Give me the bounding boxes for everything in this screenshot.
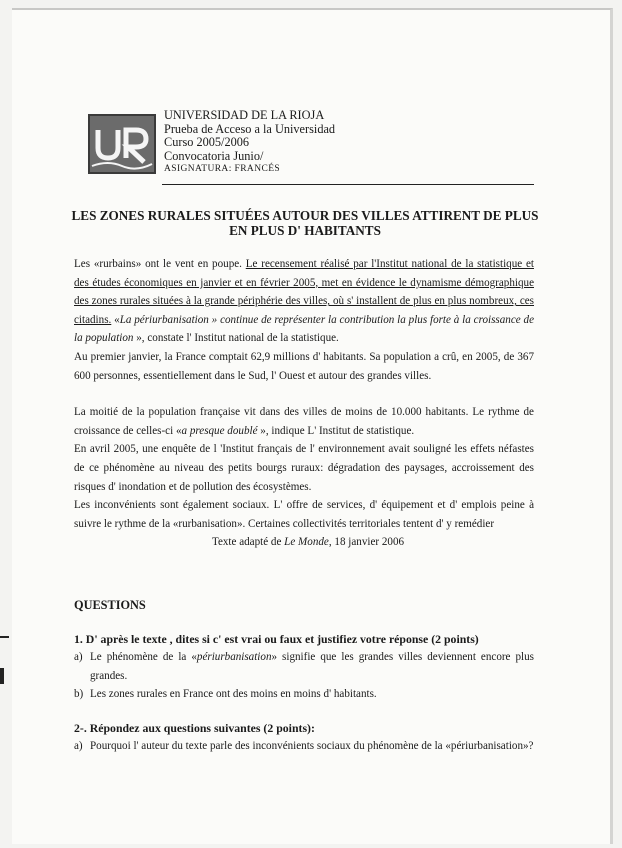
exam-name: Prueba de Acceso a la Universidad — [164, 121, 336, 136]
scan-edge-mark — [0, 636, 9, 638]
exam-header — [164, 109, 335, 177]
subject-line: ASIGNATURA: FRANCÉS — [164, 164, 281, 175]
question-1a: a) Le phénomène de la «périurbanisation» signifie que les grandes villes deviennent encore plus grandes. — [74, 651, 534, 682]
scan-edge-mark — [0, 668, 4, 684]
universidad-de-la-rioja-logo — [88, 114, 156, 174]
university-name: UNIVERSIDAD DE LA RIOJA — [164, 108, 325, 122]
source-citation: Texte adapté de Le Monde, 18 janvier 2006 — [211, 536, 405, 549]
question-1-title: 1. D' après le texte , dites si c' est vrai ou faux et justifiez votre réponse (2 points) — [74, 632, 479, 646]
question-1b: b) Les zones rurales en France ont des moins en moins d' habitants. — [74, 688, 377, 701]
header-divider — [162, 184, 534, 185]
quoted-passage: La périurbanisation » continue de représenter la contribution la plus forte à la croissance de la population — [74, 313, 535, 345]
paragraph-1: Les «rurbains» ont le vent en poupe. Le recensement réalisé par l'Institut national de la statistique et des études économiques en janvier et en février 2005, met en évidence le dynamisme démographique des zones rurales situées à la grande périphérie des villes, où s' installent de plus en plus nombreux, ces citadins. «La périurbanisation » continue de représenter la contribution la plus forte à la croissance de la population », constate l' Institut national de la statistique. — [74, 258, 535, 345]
underlined-passage: Le recensement réalisé par l'Institut national de la statistique et des études économiques en janvier et en février 2005, met en évidence le dynamisme démographique des zones rurales situées à la grande périphérie des villes, où s' installent de plus en plus nombreux, ces citadins. — [74, 258, 534, 326]
question-2a: a) Pourquoi l' auteur du texte parle des inconvénients sociaux du phénomène de la «périurbanisation»? — [74, 740, 534, 753]
paragraph-4: En avril 2005, une enquête de l 'Institut français de l' environnement avait souligné les effets néfastes de ce phénomène au niveau des petits bourgs ruraux: dégradation des paysages, accroissement des risques d' inondation et de pollution des écosystèmes. — [74, 443, 534, 493]
question-2 — [74, 719, 534, 756]
article-title: LES ZONES RURALES SITUÉES AUTOUR DES VILLES ATTIRENT DE PLUS EN PLUS D' HABITANTS — [71, 208, 539, 238]
questions-heading: QUESTIONS — [74, 598, 146, 612]
exam-call: Convocatoria Junio/ — [164, 148, 264, 163]
question-2-title: 2-. Répondez aux questions suivantes (2 points): — [74, 721, 315, 735]
paragraph-5: Les inconvénients sont également sociaux. L' offre de services, d' équipement et d' emplois peine à suivre le rythme de la «rurbanisation». Certaines collectivités territoriales tentent d' y remédier — [74, 499, 534, 530]
question-1 — [74, 630, 534, 704]
paragraph-3: La moitié de la population française vit dans des villes de moins de 10.000 habitants. Le rythme de croissance de celles-ci «a presque doublé », indique L' Institut de statistique. — [74, 406, 534, 437]
course-year: Curso 2005/2006 — [164, 135, 250, 150]
article-body — [74, 255, 534, 552]
paragraph-2: Au premier janvier, la France comptait 62,9 millions d' habitants. Sa population a crû, en 2005, de 367 600 personnes, essentiellement dans le Sud, l' Ouest et autour des grandes villes. — [74, 350, 534, 382]
